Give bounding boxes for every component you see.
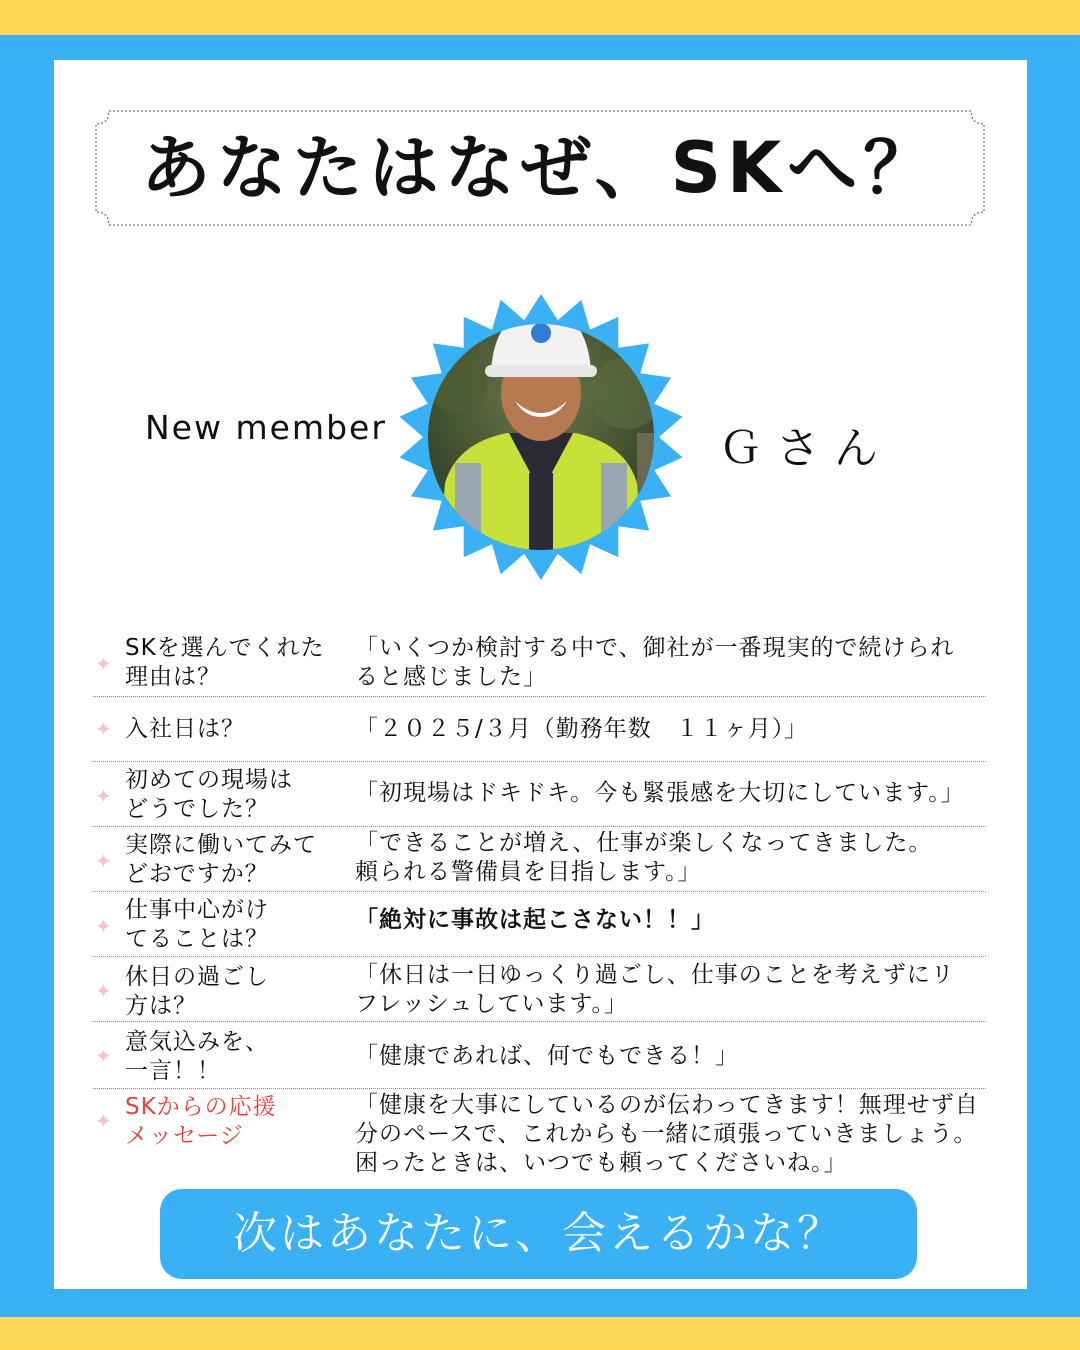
- sparkle-icon: ✦: [95, 1044, 112, 1068]
- answer-text: 「いくつか検討する中で、御社が一番現実的で続けられ ると感じました」: [355, 635, 955, 690]
- answer-text: 「２０２５/３月（勤務年数 １１ヶ月）」: [355, 716, 809, 742]
- sparkle-icon: ✦: [95, 717, 112, 741]
- question-text: 休日の過ごし 方は？: [125, 964, 269, 1019]
- question-text: SKを選んでくれた 理由は？: [125, 635, 325, 690]
- question-text: 実際に働いてみて どおですか？: [125, 832, 317, 887]
- person-name: Ｇさん: [718, 423, 892, 474]
- qa-row-join-date: [93, 697, 986, 762]
- answer-text: 「健康であれば、何でもできる！」: [355, 1043, 739, 1069]
- question-text: 仕事中心がけ てることは？: [125, 897, 269, 952]
- qa-list: [93, 626, 986, 1189]
- sparkle-icon: ✦: [95, 1109, 112, 1133]
- qa-row-enthusiasm: [93, 1022, 986, 1089]
- qa-row-working: [93, 827, 986, 892]
- question-text: 意気込みを、 一言！！: [125, 1029, 269, 1084]
- title-banner: [95, 110, 985, 226]
- qa-row-mindset: [93, 892, 986, 957]
- sparkle-icon: ✦: [95, 849, 112, 873]
- page-title: あなたはなぜ、SKへ？: [140, 127, 940, 209]
- sparkle-icon: ✦: [95, 652, 112, 676]
- sparkle-icon: ✦: [95, 979, 112, 1003]
- question-text: 入社日は？: [125, 716, 245, 742]
- person-photo: [397, 293, 685, 581]
- cta-banner: 次はあなたに、会えるかな？: [160, 1189, 917, 1279]
- answer-text: 「できることが増え、仕事が楽しくなってきました。 頼られる警備員を目指します。」: [355, 830, 933, 885]
- answer-text: 「休日は一日ゆっくり過ごし、仕事のことを考えずにリ フレッシュしています。」: [355, 962, 955, 1017]
- qa-row-holiday: [93, 957, 986, 1022]
- question-text: 初めての現場は どうでした？: [125, 767, 293, 822]
- sparkle-icon: ✦: [95, 784, 112, 808]
- question-text: SKからの応援 メッセージ: [125, 1094, 277, 1149]
- new-member-label: New member: [145, 408, 387, 447]
- answer-text: 「健康を大事にしているのが伝わってきます！無理せず自 分のペースで、これからも一緒に頑張っていきましょう。 困ったときは、いつでも頼ってくださいね。」: [355, 1092, 979, 1176]
- qa-row-message: [93, 1089, 986, 1189]
- qa-row-first-site: [93, 762, 986, 827]
- qa-row-reason: [93, 626, 986, 697]
- answer-text: 「絶対に事故は起こさない！！」: [355, 907, 715, 933]
- answer-text: 「初現場はドキドキ。今も緊張感を大切にしています。」: [355, 780, 965, 806]
- sparkle-icon: ✦: [95, 914, 112, 938]
